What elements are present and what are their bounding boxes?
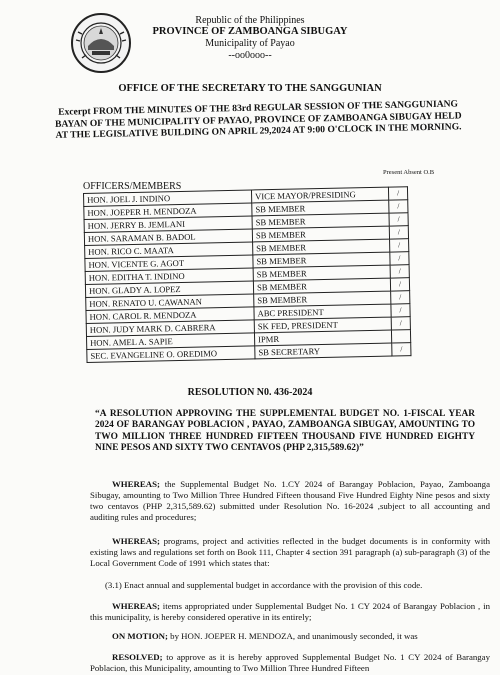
paragraph-lead: ON MOTION; <box>112 631 168 641</box>
present-mark: / <box>390 278 409 291</box>
present-mark <box>391 330 410 343</box>
member-name: HON. EDITHA T. INDINO <box>85 268 253 285</box>
paragraph-resolved <box>90 652 490 674</box>
present-mark: / <box>389 226 408 239</box>
member-position: SB MEMBER <box>253 252 390 268</box>
member-name: HON. VICENTE G. AGOT <box>85 255 253 272</box>
header-ornament: --oo0ooo-- <box>228 50 272 61</box>
paragraph-whereas-2 <box>90 536 490 569</box>
paragraph-text: to approve as it is hereby approved Supplemental Budget No. 1 CY 2024 of Barangay Poblacion, this Municipality, amounting to Two Million Three Hundred Fifteen <box>90 652 490 673</box>
present-mark: / <box>391 304 410 317</box>
member-position: SB MEMBER <box>252 226 389 242</box>
member-position: SB MEMBER <box>253 278 390 294</box>
present-mark: / <box>391 317 410 330</box>
member-name: HON. JOEL J. INDINO <box>84 190 252 207</box>
paragraph-whereas-3 <box>90 601 490 623</box>
member-name: HON. RICO C. MAATA <box>85 242 253 259</box>
member-position: VICE MAYOR/PRESIDING <box>251 187 388 203</box>
present-mark: / <box>391 291 410 304</box>
member-name: HON. CAROL R. MENDOZA <box>86 307 254 324</box>
minutes-excerpt: Excerpt FROM THE MINUTES OF THE 83rd REGULAR SESSION OF THE SANGGUNIANG BAYAN OF THE MUNICIPALITY OF PAYAO, PROVINCE OF ZAMBOANGA SIBUGAY HELD AT THE LEGISLATIVE BUILDING ON APRIL 29,2024 AT 9:00 O'CLOCK IN THE MORNING. <box>54 98 462 141</box>
province-line: PROVINCE OF ZAMBOANGA SIBUGAY <box>152 26 348 37</box>
paragraph-text: the Supplemental Budget No. 1.CY 2024 of Barangay Poblacion, Payao, Zamboanga Sibugay, amounting to Two Million Three Hundred Fifteen thousand Five Hundred Eighty Nine pesos and sixty two centavos (PHP 2,315,589.62) submitted under Resolution No. 16-2024 ,subject to all accounting and auditing rules and procedures; <box>90 479 490 522</box>
member-name: HON. JUDY MARK D. CABRERA <box>86 320 254 337</box>
attendance-column-header: Present Absent O.B <box>383 169 435 176</box>
officers-label: OFFICERS/MEMBERS <box>83 181 182 192</box>
member-position: SB MEMBER <box>254 291 391 307</box>
paragraph-motion <box>90 631 490 642</box>
member-position: SB MEMBER <box>252 200 389 216</box>
paragraph-lead: WHEREAS; <box>112 601 160 611</box>
present-mark: / <box>388 187 407 200</box>
present-mark: / <box>390 252 409 265</box>
member-name: HON. JOEPER H. MENDOZA <box>84 203 252 220</box>
paragraph-lead: WHEREAS; <box>112 479 160 489</box>
resolution-number: RESOLUTION N0. 436-2024 <box>187 387 313 398</box>
present-mark: / <box>389 213 408 226</box>
present-mark: / <box>392 343 411 356</box>
paragraph-lead: RESOLVED; <box>112 652 163 662</box>
municipality-line: Municipality of Payao <box>205 38 295 49</box>
member-name: HON. GLADY A. LOPEZ <box>85 281 253 298</box>
present-mark: / <box>390 239 409 252</box>
member-position: ABC PRESIDENT <box>254 304 391 320</box>
member-name: SEC. EVANGELINE O. OREDIMO <box>87 346 255 363</box>
member-position: SB MEMBER <box>253 265 390 281</box>
paragraph-text: (3.1) Enact annual and supplemental budget in accordance with the provision of this code. <box>105 580 423 590</box>
member-name: HON. AMEL A. SAPIE <box>87 333 255 350</box>
member-position: SB SECRETARY <box>255 343 392 359</box>
member-position: SB MEMBER <box>252 213 389 229</box>
member-position: IPMR <box>254 330 391 346</box>
member-name: HON. SARAMAN B. BADOL <box>84 229 252 246</box>
paragraph-text: items appropriated under Supplemental Budget No. 1 CY 2024 of Barangay Poblacion , in this municipality, is hereby considered operative in its entirely; <box>90 601 490 622</box>
attendance-table <box>83 186 411 363</box>
paragraph-lead: WHEREAS; <box>112 536 160 546</box>
paragraph-whereas-1 <box>90 479 490 523</box>
paragraph-provision <box>105 580 495 591</box>
paragraph-text: by HON. JOEPER H. MENDOZA, and unanimously seconded, it was <box>167 631 418 641</box>
office-title: OFFICE OF THE SECRETARY TO THE SANGGUNIAN <box>118 83 382 94</box>
paragraph-text: programs, project and activities reflected in the budget documents is in conformity with existing laws and regulations set forth on Book 111, Chapter 4 section 391 paragraph (a) sub-paragraph (3) of the Local Government Code of 1991 which states that: <box>90 536 490 568</box>
member-position: SB MEMBER <box>253 239 390 255</box>
country-line: Republic of the Philippines <box>195 15 305 26</box>
member-position: SK FED, PRESIDENT <box>254 317 391 333</box>
present-mark: / <box>389 200 408 213</box>
resolution-title: “A RESOLUTION APPROVING THE SUPPLEMENTAL BUDGET NO. 1-FISCAL YEAR 2024 OF BARANGAY POBLACION , PAYAO, ZAMBOANGA SIBUGAY, AMOUNTING TO TWO MILLION THREE HUNDRED FIFTEEN THOUSAND FIVE HUNDRED EIGHTY NINE PESOS AND SIXTY TWO CENTAVOS (PHP 2,315,589.62)” <box>95 409 475 453</box>
member-name: HON. RENATO U. CAWANAN <box>86 294 254 311</box>
member-name: HON. JERRY B. JEMLANI <box>84 216 252 233</box>
present-mark: / <box>390 265 409 278</box>
